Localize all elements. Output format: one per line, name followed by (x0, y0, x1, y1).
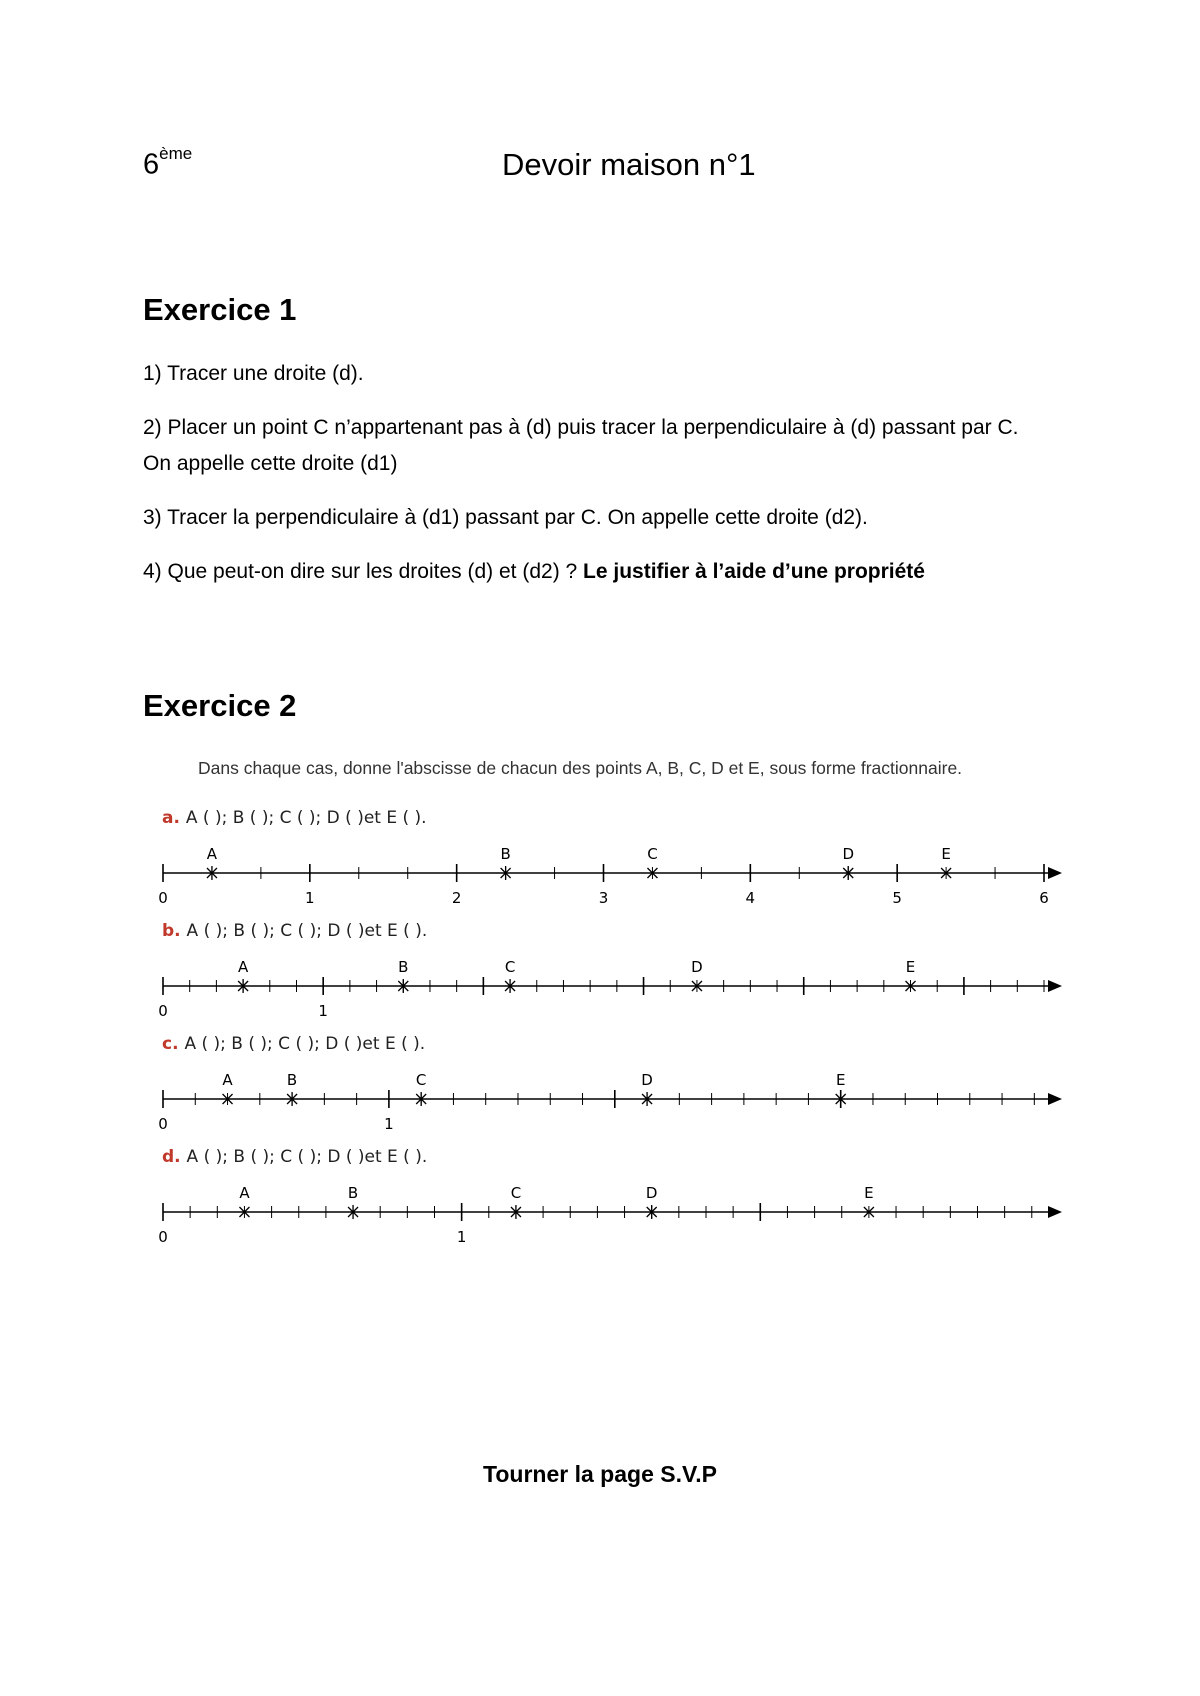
point-label-E: E (941, 845, 951, 863)
point-label-C: C (510, 1184, 522, 1202)
turn-page-note: Tourner la page S.V.P (483, 1461, 717, 1487)
answer-blank-label: )et E ( (355, 1034, 414, 1054)
point-label-C: C (415, 1071, 427, 1089)
answer-blank-label: ). (414, 808, 427, 828)
point-label-B: B (398, 958, 409, 976)
answer-blank-label: ); C ( (260, 1034, 308, 1054)
unit-label: 4 (745, 889, 756, 907)
exercise1-question3: 3) Tracer la perpendiculaire à (d1) passant par C. On appelle cette droite (d2). (143, 506, 868, 529)
number-line-a (158, 808, 1062, 907)
number-line-b (158, 921, 1062, 1020)
exercise2-title: Exercice 2 (143, 688, 297, 723)
unit-label: 2 (451, 889, 462, 907)
axis-arrow (1048, 867, 1062, 879)
point-label-A: A (239, 1184, 250, 1202)
answer-blank-label: ); C ( (262, 1147, 310, 1167)
number-line-c (158, 1034, 1062, 1133)
unit-label: 0 (158, 1228, 168, 1246)
point-label-E: E (905, 958, 916, 976)
axis-arrow (1048, 1093, 1062, 1105)
answer-blank-label: ). (415, 921, 428, 941)
answer-letter: c. (162, 1034, 185, 1054)
exercise1-question2-line1: 2) Placer un point C n’appartenant pas à (d) puis tracer la perpendiculaire à (d) passant par C. (143, 416, 1019, 439)
answer-blank-label: ); B ( (215, 921, 263, 941)
unit-label: 3 (598, 889, 609, 907)
exercise1-question4: 4) Que peut-on dire sur les droites (d) et (d2) ? Le justifier à l’aide d’une propriété (143, 560, 925, 583)
axis-arrow (1048, 980, 1062, 992)
exercise1-question1: 1) Tracer une droite (d). (143, 362, 364, 385)
axis-arrow (1048, 1206, 1062, 1218)
answer-blank-label: ); D ( (309, 921, 358, 941)
unit-label: 1 (456, 1228, 467, 1246)
unit-label: 1 (384, 1115, 394, 1133)
answer-template (162, 1034, 425, 1054)
unit-label: 0 (158, 889, 168, 907)
point-label-D: D (842, 845, 855, 863)
answer-blank-label: ); D ( (308, 808, 358, 828)
answer-blank-label: )et E ( (357, 808, 415, 828)
point-label-B: B (347, 1184, 359, 1202)
point-label-D: D (641, 1071, 653, 1089)
answer-blank-label: ). (415, 1147, 428, 1167)
exercise1-question2-line2: On appelle cette droite (d1) (143, 452, 398, 475)
answer-blank-label: ). (413, 1034, 426, 1054)
point-label-D: D (691, 958, 703, 976)
answer-blank-label: A ( (186, 1147, 216, 1167)
point-label-A: A (222, 1071, 233, 1089)
unit-label: 1 (305, 889, 315, 907)
point-label-E: E (864, 1184, 874, 1202)
exercise1-title: Exercice 1 (143, 292, 297, 327)
answer-letter: a. (162, 808, 186, 828)
exercise2-instruction: Dans chaque cas, donne l'abscisse de chacun des points A, B, C, D et E, sous forme fractionnaire. (198, 758, 963, 778)
point-label-E: E (835, 1071, 846, 1089)
answer-blank-label: ); C ( (262, 921, 310, 941)
point-label-B: B (500, 845, 511, 863)
unit-label: 0 (158, 1115, 168, 1133)
answer-letter: d. (162, 1147, 187, 1167)
document-title: Devoir maison n°1 (502, 147, 756, 182)
answer-blank-label: ); D ( (307, 1034, 356, 1054)
unit-label: 6 (1039, 889, 1049, 907)
answer-template (162, 808, 427, 828)
point-label-A: A (237, 958, 249, 976)
answer-blank-label: ); B ( (215, 1147, 263, 1167)
point-label-D: D (645, 1184, 658, 1202)
answer-blank-label: )et E ( (357, 1147, 416, 1167)
unit-label: 0 (158, 1002, 168, 1020)
answer-letter: b. (162, 921, 187, 941)
answer-blank-label: A ( (184, 1034, 214, 1054)
point-label-B: B (286, 1071, 298, 1089)
answer-blank-label: ); B ( (214, 808, 262, 828)
exercise1-question4-emphasis: Le justifier à l’aide d’une propriété (583, 560, 925, 583)
answer-blank-label: A ( (185, 808, 215, 828)
answer-blank-label: ); B ( (213, 1034, 261, 1054)
answer-blank-label: A ( (186, 921, 216, 941)
class-level: 6ème (143, 144, 193, 181)
unit-label: 5 (892, 889, 902, 907)
number-line-d (158, 1147, 1062, 1246)
point-label-C: C (647, 845, 658, 863)
unit-label: 1 (318, 1002, 328, 1020)
point-label-A: A (206, 845, 218, 863)
point-label-C: C (504, 958, 516, 976)
answer-template (162, 1147, 427, 1167)
answer-blank-label: )et E ( (357, 921, 416, 941)
answer-blank-label: ); C ( (261, 808, 309, 828)
answer-template (162, 921, 427, 941)
answer-blank-label: ); D ( (309, 1147, 358, 1167)
